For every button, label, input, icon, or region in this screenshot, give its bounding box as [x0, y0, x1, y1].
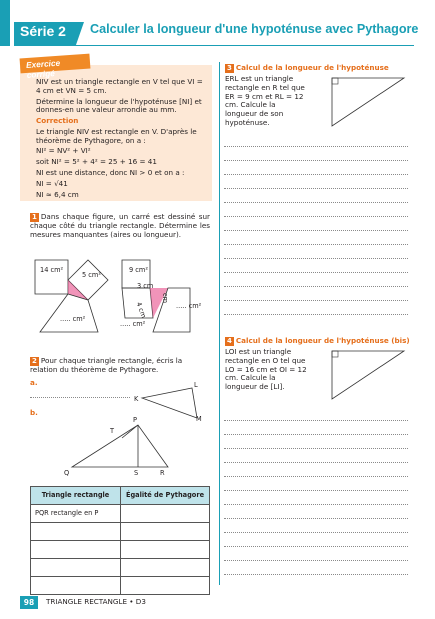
ex3-text: ERL est un triangle rectangle en R tel que ER = 9 cm et RL = 12 cm. Calcule la longueur de son hypoténuse.	[225, 74, 305, 127]
ex1-number: 1	[32, 213, 37, 221]
ex2-figures	[60, 380, 210, 470]
ex1-statement	[30, 213, 210, 239]
answer-line[interactable]	[224, 518, 408, 519]
fig2-area3: ..... cm²	[176, 302, 202, 310]
ex2-text: Pour chaque triangle rectangle, écris la relation du théorème de Pythagore.	[30, 356, 183, 374]
fig1-area2: 5 cm²	[82, 271, 101, 279]
answer-line[interactable]	[224, 244, 408, 245]
answer-line[interactable]	[224, 504, 408, 505]
answer-line[interactable]	[224, 560, 408, 561]
table-cell[interactable]	[121, 559, 210, 577]
point-k: K	[134, 395, 139, 403]
square-bottom	[40, 294, 98, 332]
pythagore-table	[30, 486, 210, 595]
ex4-text: LOI est un triangle rectangle en O tel que LO = 16 cm et OI = 12 cm. Calcule la longueur de [LI].	[225, 347, 307, 392]
ex4-number: 4	[227, 337, 232, 345]
answer-line[interactable]	[224, 216, 408, 217]
table-row	[31, 505, 210, 523]
answer-line[interactable]	[224, 160, 408, 161]
correction-line: NI est une distance, donc NI > 0 et on a :	[36, 168, 185, 178]
table-cell[interactable]	[121, 577, 210, 595]
answer-line[interactable]	[224, 286, 408, 287]
footer-label: TRIANGLE RECTANGLE • D3	[46, 597, 146, 606]
table-cell[interactable]	[121, 523, 210, 541]
fig1-area3: ..... cm²	[60, 315, 86, 323]
point-t: T	[110, 427, 115, 435]
table-row	[31, 577, 210, 595]
table-header: Triangle rectangle	[31, 487, 121, 505]
point-s: S	[134, 469, 139, 477]
point-m: M	[196, 415, 202, 423]
page-title: Calculer la longueur d'une hypoténuse avec Pythagore	[90, 22, 419, 36]
worked-example-tag: Exercice corrigé	[20, 54, 91, 74]
answer-line[interactable]	[224, 476, 408, 477]
fig2-side1: 3 cm	[137, 282, 154, 290]
table-cell[interactable]	[121, 505, 210, 523]
triangle-klm	[142, 388, 197, 418]
table-cell[interactable]	[121, 541, 210, 559]
table-cell[interactable]	[31, 523, 121, 541]
answer-line[interactable]	[224, 448, 408, 449]
point-q: Q	[64, 469, 70, 477]
correction-line: Le triangle NIV est rectangle en V. D'après le théorème de Pythagore, on a :	[36, 126, 197, 145]
table-row	[31, 541, 210, 559]
ex3-triangle	[320, 72, 410, 132]
column-divider	[219, 62, 220, 585]
serie-label: Série 2	[20, 23, 66, 39]
fig2-side3: cm	[161, 292, 170, 304]
correction-line: NI = √41	[36, 178, 68, 188]
ex4-title: Calcul de la longueur de l'hypoténuse (bis)	[235, 336, 410, 345]
answer-line[interactable]	[224, 230, 408, 231]
answer-line[interactable]	[224, 574, 408, 575]
exercise-line: Détermine la longueur de l'hypoténuse [NI] et donnes-en une valeur arrondie au mm.	[36, 96, 202, 115]
correction-line: soit NI² = 5² + 4² = 25 + 16 = 41	[36, 157, 157, 167]
table-header: Égalité de Pythagore	[121, 487, 210, 505]
table-cell[interactable]	[31, 541, 121, 559]
ex3-number: 3	[227, 64, 232, 72]
fig2-side2: 4 cm	[134, 300, 148, 320]
answer-line[interactable]	[224, 434, 408, 435]
ex4-triangle	[320, 345, 410, 405]
answer-line[interactable]	[224, 420, 408, 421]
page-number: 98	[20, 596, 38, 609]
fig1-area1: 14 cm²	[40, 266, 64, 274]
corner-decoration	[0, 0, 10, 46]
point-l: L	[194, 381, 198, 389]
correction-title: Correction	[36, 116, 79, 126]
answer-line[interactable]	[224, 146, 408, 147]
fig2-area1: 9 cm²	[129, 266, 148, 274]
fig2-area2: ..... cm²	[120, 320, 146, 328]
answer-line[interactable]	[224, 174, 408, 175]
answer-line[interactable]	[224, 202, 408, 203]
answer-line[interactable]	[224, 188, 408, 189]
table-row	[31, 523, 210, 541]
ex2-a: a.	[30, 378, 38, 387]
answer-line[interactable]	[224, 314, 408, 315]
table-cell[interactable]	[31, 559, 121, 577]
point-p: P	[133, 416, 137, 424]
ex3-title: Calcul de la longueur de l'hypoténuse	[235, 63, 389, 72]
answer-line[interactable]	[224, 272, 408, 273]
correction-line: NI ≈ 6,4 cm	[36, 189, 79, 199]
triangle-pqr	[72, 425, 168, 467]
answer-line[interactable]	[224, 532, 408, 533]
answer-line[interactable]	[224, 462, 408, 463]
worked-example-text	[36, 78, 208, 201]
table-row	[31, 559, 210, 577]
ex2-statement	[30, 357, 210, 375]
answer-line[interactable]	[224, 258, 408, 259]
table-cell[interactable]	[31, 577, 121, 595]
ex1-text: Dans chaque figure, un carré est dessiné sur chaque côté du triangle rectangle. Détermine les mesures manquantes (aires ou longueur).	[30, 212, 210, 239]
exercise-line: NIV est un triangle rectangle en V tel que VI = 4 cm et VN = 5 cm.	[36, 77, 203, 95]
answer-line[interactable]	[224, 546, 408, 547]
table-cell[interactable]: PQR rectangle en P	[31, 505, 121, 523]
answer-line[interactable]	[224, 300, 408, 301]
correction-line: NI² = NV² + VI²	[36, 146, 91, 156]
title-underline	[20, 45, 414, 46]
ex2-number: 2	[32, 357, 37, 365]
answer-line[interactable]	[224, 490, 408, 491]
ex2-b: b.	[30, 408, 38, 417]
point-r: R	[160, 469, 165, 477]
